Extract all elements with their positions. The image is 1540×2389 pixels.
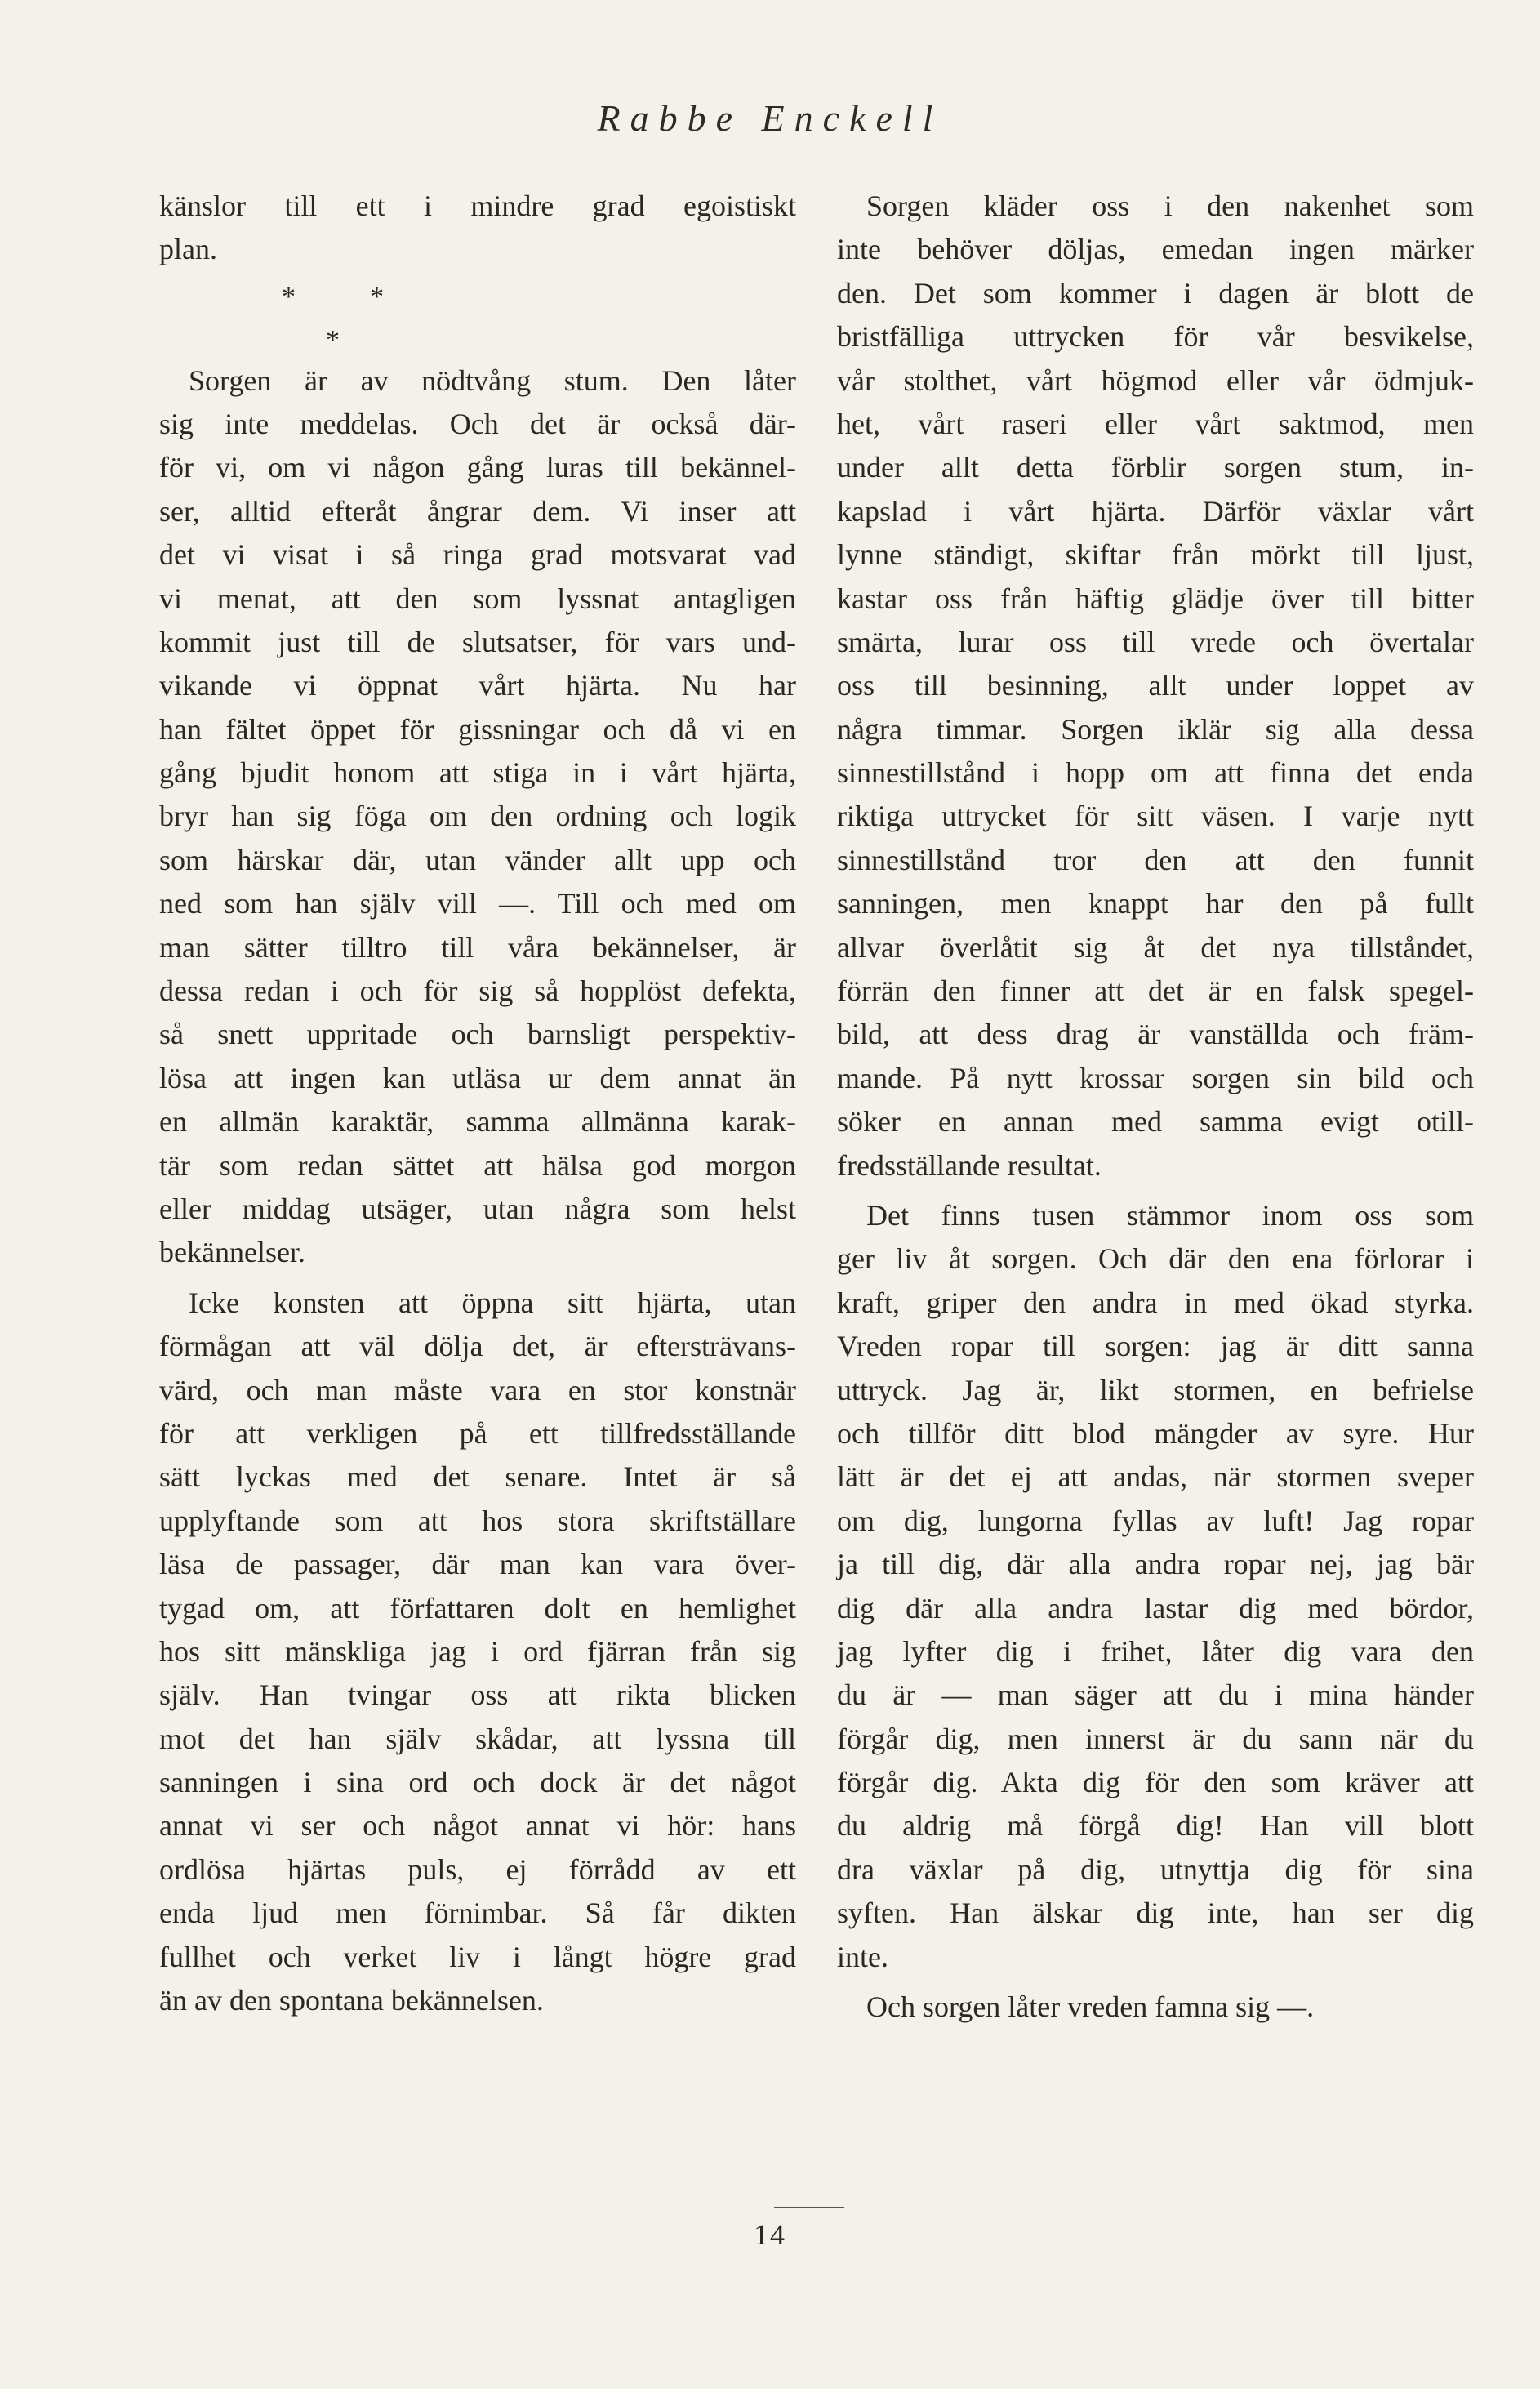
text-line: fredsställande resultat.	[837, 1148, 1102, 1182]
asterisk: *	[370, 281, 384, 312]
text-line: mot det han själv skådar, att lyssna till	[159, 1722, 796, 1755]
paragraph	[837, 1986, 1474, 2029]
text-line: annat vi ser och något annat vi hör: hans	[159, 1809, 796, 1843]
text-line: Icke konsten att öppna sitt hjärta, utan	[189, 1286, 796, 1319]
text-line: än av den spontana bekännelsen.	[159, 1984, 544, 2017]
text-line: lätt är det ej att andas, när stormen sveper	[837, 1460, 1474, 1494]
text-line: inte behöver döljas, emedan ingen märker	[837, 233, 1474, 266]
text-line: under allt detta förblir sorgen stum, in-	[837, 451, 1474, 484]
text-line: bild, att dess drag är vanställda och främ-	[837, 1018, 1474, 1051]
text-line: ger liv åt sorgen. Och där den ena förlorar i	[837, 1242, 1474, 1276]
footer-rule	[774, 2207, 844, 2208]
text-line: tygad om, att författaren dolt en hemlighet	[159, 1591, 796, 1625]
text-line: ser, alltid efteråt ångrar dem. Vi inser att	[159, 494, 796, 528]
text-line: förmågan att väl dölja det, är eftersträvans-	[159, 1330, 796, 1363]
text-line: för att verkligen på ett tillfredsställande	[159, 1416, 796, 1450]
text-line: upplyftande som att hos stora skriftställare	[159, 1504, 796, 1537]
text-line: dra växlar på dig, utnyttja dig för sina	[837, 1852, 1474, 1886]
asterisk: *	[282, 281, 296, 312]
text-line: mande. På nytt krossar sorgen sin bild och	[837, 1061, 1474, 1094]
text-line: het, vårt raseri eller vårt saktmod, men	[837, 407, 1474, 440]
text-line: dessa redan i och för sig så hopplöst defekta,	[159, 974, 796, 1008]
text-line: förgår dig, men innerst är du sann när du	[837, 1722, 1474, 1755]
text-line: gång bjudit honom att stiga in i vårt hjärta,	[159, 756, 796, 790]
text-line: det vi visat i så ringa grad motsvarat vad	[159, 538, 796, 572]
text-line: eller middag utsäger, utan några som helst	[159, 1192, 796, 1225]
text-line: en allmän karaktär, samma allmänna karak-	[159, 1105, 796, 1139]
text-line: vi menat, att den som lyssnat antagligen	[159, 582, 796, 615]
text-line: läsa de passager, där man kan vara över-	[159, 1548, 796, 1581]
text-line: allvar överlåtit sig åt det nya tillståndet,	[837, 930, 1474, 964]
text-line: sanningen, men knappt har den på fullt	[837, 887, 1474, 920]
text-line: kastar oss från häftig glädje över till bitter	[837, 582, 1474, 615]
text-line: ordlösa hjärtas puls, ej förrådd av ett	[159, 1852, 796, 1886]
left-column	[159, 185, 796, 2022]
text-line: om dig, lungorna fyllas av luft! Jag ropar	[837, 1504, 1474, 1537]
text-line: syften. Han älskar dig inte, han ser dig	[837, 1896, 1474, 1930]
paragraph	[159, 359, 796, 1275]
text-line: fullhet och verket liv i långt högre grad	[159, 1940, 796, 1973]
text-line: oss till besinning, allt under loppet av	[837, 669, 1474, 702]
text-line: Och sorgen låter vreden famna sig —.	[866, 1990, 1315, 2024]
section-separator	[159, 272, 796, 315]
text-line: sinnestillstånd i hopp om att finna det enda	[837, 756, 1474, 790]
text-line: Sorgen kläder oss i den nakenhet som	[866, 189, 1474, 222]
text-line: sig inte meddelas. Och det är också där-	[159, 407, 796, 440]
text-line: sinnestillstånd tror den att den funnit	[837, 843, 1474, 876]
paragraph	[837, 1194, 1474, 1979]
running-header: Rabbe Enckell	[597, 97, 943, 139]
text-line: inte.	[837, 1940, 888, 1973]
paragraph	[837, 185, 1474, 1188]
text-line: du är — man säger att du i mina händer	[837, 1678, 1474, 1712]
asterisk: *	[326, 325, 340, 356]
text-line: han fältet öppet för gissningar och då vi en	[159, 712, 796, 746]
text-line: så snett uppritade och barnsligt perspektiv-	[159, 1018, 796, 1051]
text-line: söker en annan med samma evigt otill-	[837, 1105, 1474, 1139]
text-line: hos sitt mänskliga jag i ord fjärran från sig	[159, 1634, 796, 1668]
right-column	[837, 185, 1474, 2029]
text-line: du aldrig må förgå dig! Han vill blott	[837, 1809, 1474, 1843]
text-line: man sätter tilltro till våra bekännelser, är	[159, 930, 796, 964]
text-line: bryr han sig föga om den ordning och logik	[159, 800, 796, 833]
text-line: Vreden ropar till sorgen: jag är ditt sanna	[837, 1330, 1474, 1363]
text-line: känslor till ett i mindre grad egoistiskt	[159, 189, 796, 222]
text-line: Sorgen är av nödtvång stum. Den låter	[189, 363, 796, 397]
section-separator	[159, 315, 796, 359]
text-line: några timmar. Sorgen iklär sig alla dessa	[837, 712, 1474, 746]
page-number: 14	[754, 2218, 786, 2251]
text-line: förgår dig. Akta dig för den som kräver att	[837, 1766, 1474, 1799]
text-line: vikande vi öppnat vårt hjärta. Nu har	[159, 669, 796, 702]
text-line: smärta, lurar oss till vrede och övertalar	[837, 625, 1474, 658]
text-line: kommit just till de slutsatser, för vars und-	[159, 625, 796, 658]
text-line: värd, och man måste vara en stor konstnär	[159, 1373, 796, 1406]
text-line: vår stolthet, vårt högmod eller vår ödmjuk-	[837, 363, 1474, 397]
text-line: själv. Han tvingar oss att rikta blicken	[159, 1678, 796, 1712]
text-line: förrän den finner att det är en falsk spegel-	[837, 974, 1474, 1008]
text-line: plan.	[159, 233, 217, 266]
text-line: för vi, om vi någon gång luras till bekännel-	[159, 451, 796, 484]
text-line: sanningen i sina ord och dock är det något	[159, 1766, 796, 1799]
text-line: Det finns tusen stämmor inom oss som	[866, 1198, 1474, 1232]
text-line: lösa att ingen kan utläsa ur dem annat än	[159, 1061, 796, 1094]
text-line: dig där alla andra lastar dig med bördor,	[837, 1591, 1474, 1625]
text-line: bristfälliga uttrycken för vår besvikelse,	[837, 320, 1474, 354]
text-line: och tillför ditt blod mängder av syre. Hur	[837, 1416, 1474, 1450]
text-line: tär som redan sättet att hälsa god morgon	[159, 1148, 796, 1182]
paragraph	[159, 1281, 796, 2023]
text-line: lynne ständigt, skiftar från mörkt till ljust,	[837, 538, 1474, 572]
text-line: ja till dig, där alla andra ropar nej, jag bär	[837, 1548, 1474, 1581]
text-line: bekännelser.	[159, 1236, 305, 1269]
text-line: riktiga uttrycket för sitt väsen. I varje nytt	[837, 800, 1474, 833]
text-line: enda ljud men förnimbar. Så får dikten	[159, 1896, 796, 1930]
text-line: kraft, griper den andra in med ökad styrka.	[837, 1286, 1474, 1319]
text-line: den. Det som kommer i dagen är blott de	[837, 276, 1474, 310]
text-line: uttryck. Jag är, likt stormen, en befrielse	[837, 1373, 1474, 1406]
text-line: som härskar där, utan vänder allt upp och	[159, 843, 796, 876]
text-line: ned som han själv vill —. Till och med om	[159, 887, 796, 920]
paragraph	[159, 185, 796, 272]
text-line: kapslad i vårt hjärta. Därför växlar vårt	[837, 494, 1474, 528]
text-line: sätt lyckas med det senare. Intet är så	[159, 1460, 796, 1494]
text-line: jag lyfter dig i frihet, låter dig vara den	[837, 1634, 1474, 1668]
